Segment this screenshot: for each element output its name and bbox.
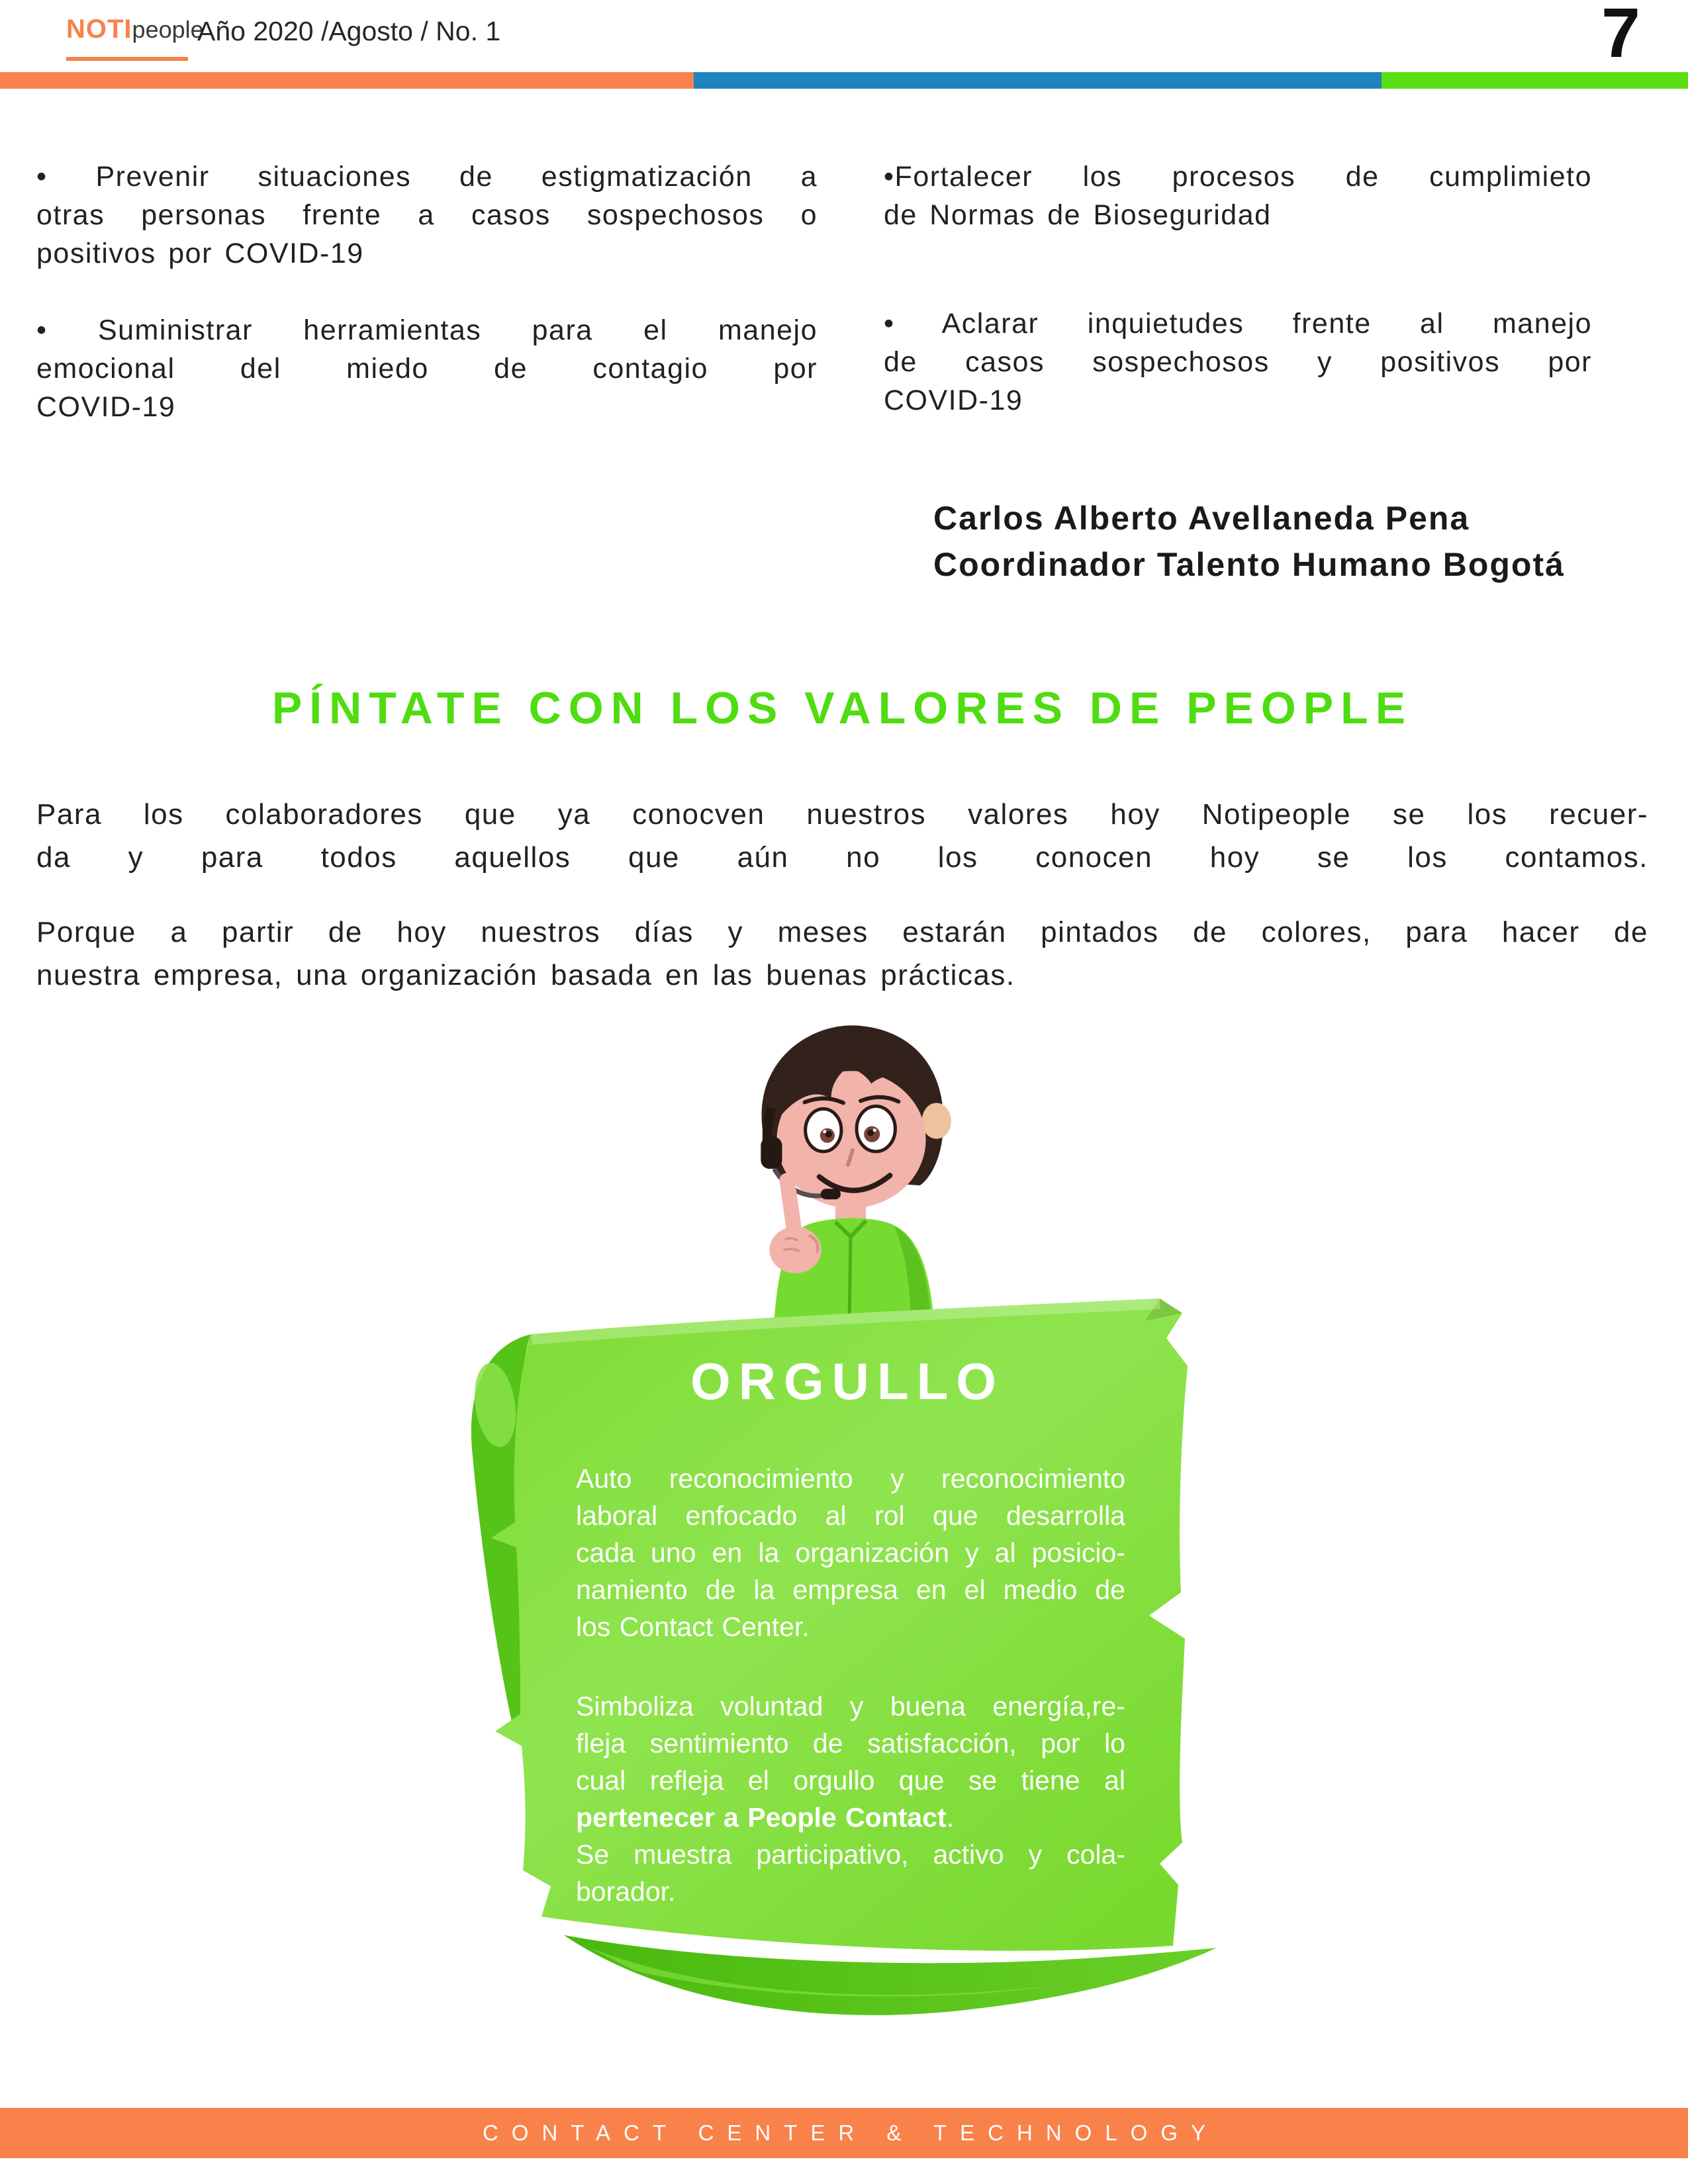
page-number: 7: [1601, 0, 1640, 72]
scroll-banner: [457, 1283, 1225, 2060]
text-line: de casos sospechosos y positivos por: [884, 346, 1592, 378]
logo-underline: [66, 57, 188, 61]
text-line: • Prevenir situaciones de estigmatización a: [36, 161, 818, 193]
footer-bar: [0, 2108, 1688, 2158]
text-line: Simboliza voluntad y buena energía,re-: [576, 1691, 1125, 1721]
mascot-pupil: [867, 1130, 874, 1136]
logo-noti-text: NOTI: [66, 15, 132, 44]
green-bar-segment: [1382, 72, 1688, 89]
objective-item: [884, 304, 1592, 420]
text-line: cada uno en la organización y al posicio-: [576, 1537, 1125, 1568]
mascot-pupil: [825, 1131, 832, 1138]
text-line: Porque a partir de hoy nuestros días y meses estarán pintados de colores, para hacer de: [36, 916, 1648, 948]
text-line: COVID-19: [36, 391, 176, 423]
signature-name: Carlos Alberto Avellaneda Pena: [933, 500, 1470, 537]
headset-mic-icon: [821, 1189, 841, 1199]
values-paragraph-1: [36, 793, 1648, 879]
text-line: • Aclarar inquietudes frente al manejo: [884, 308, 1592, 340]
text-line: laboral enfocado al rol que desarrolla: [576, 1500, 1125, 1531]
text-line: de Normas de Bioseguridad: [884, 199, 1272, 231]
objectives-column-left: [36, 158, 818, 426]
text-line: Se muestra participativo, activo y cola-: [576, 1839, 1125, 1870]
scroll-bold-line: [576, 1799, 1125, 1836]
issue-label: Año 2020 /Agosto / No. 1: [197, 16, 501, 46]
notipeople-logo: [66, 15, 204, 44]
objective-item: [36, 311, 818, 426]
footer-tagline: CONTACT CENTER & TECHNOLOGY: [482, 2120, 1219, 2145]
mascot-eye-highlight: [823, 1130, 826, 1133]
mascot-eye-highlight: [873, 1128, 876, 1132]
scroll-paragraph-3: [576, 1836, 1125, 1910]
text-line: borador.: [576, 1876, 676, 1907]
scroll-paragraph-2: [576, 1688, 1125, 1799]
text-line: otras personas frente a casos sospechosos o: [36, 199, 818, 231]
text-line: Auto reconocimiento y reconocimiento: [576, 1463, 1125, 1494]
text-line: cual refleja el orgullo que se tiene al: [576, 1765, 1125, 1796]
text-line: • Suministrar herramientas para el manejo: [36, 314, 818, 346]
values-paragraph-2: [36, 911, 1648, 997]
text-line: positivos por COVID-19: [36, 238, 364, 269]
text-line: nuestra empresa, una organización basada en las buenas prácticas.: [36, 959, 1015, 991]
scroll-paragraph-1: [576, 1460, 1125, 1645]
scroll-value-title: ORGULLO: [690, 1352, 1004, 1410]
text-line: Para los colaboradores que ya conocven nuestros valores hoy Notipeople se los recuer-: [36, 798, 1648, 831]
section-title: PÍNTATE CON LOS VALORES DE PEOPLE: [271, 683, 1413, 733]
objective-item: [36, 158, 818, 273]
mascot-ear: [922, 1103, 951, 1138]
headset-earcup-icon: [761, 1137, 782, 1169]
text-line: namiento de la empresa en el medio de: [576, 1574, 1125, 1605]
logo-people-text: people: [132, 16, 204, 43]
signature-role: Coordinador Talento Humano Bogotá: [933, 546, 1565, 583]
text-line: fleja sentimiento de satisfacción, por lo: [576, 1728, 1125, 1758]
orange-bar-segment: [0, 72, 694, 89]
text-line: emocional del miedo de contagio por: [36, 353, 818, 385]
blue-bar-segment: [694, 72, 1382, 89]
objective-item: [884, 158, 1592, 234]
text-line: los Contact Center.: [576, 1612, 810, 1642]
scroll-bold-suffix: .: [946, 1802, 955, 1833]
text-line: da y para todos aquellos que aún no los conocen hoy se los contamos.: [36, 841, 1648, 874]
header-color-bar: [0, 72, 1688, 89]
objectives-column-right: [884, 158, 1592, 420]
scroll-bold-phrase: pertenecer a People Contact: [576, 1802, 947, 1833]
signature-block: [933, 495, 1675, 588]
headset-boy-mascot-illustration: [724, 1007, 970, 1324]
text-line: COVID-19: [884, 385, 1023, 416]
text-line: •Fortalecer los procesos de cumplimieto: [884, 161, 1592, 193]
